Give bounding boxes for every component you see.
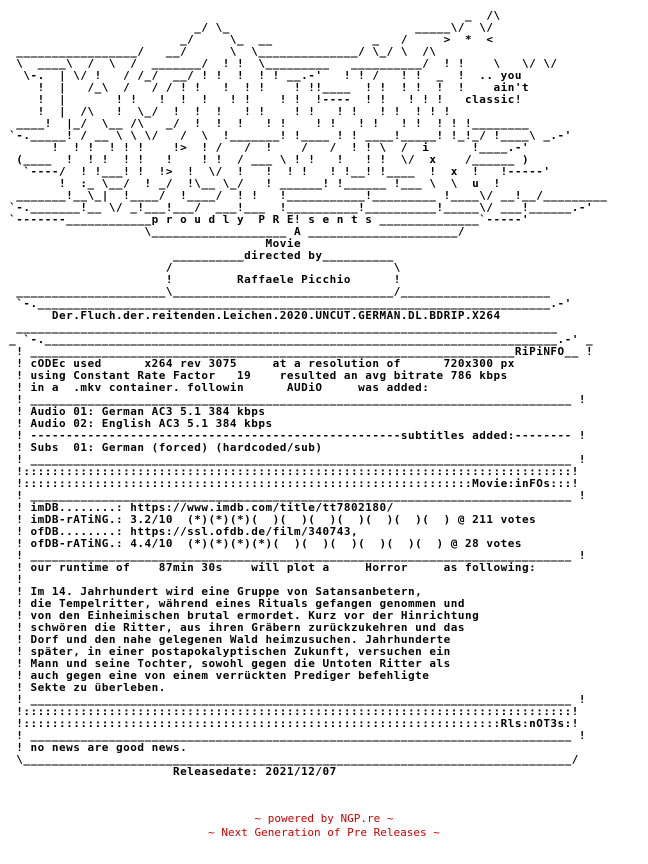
nfo-line: ! ofDB-rATiNG.: 4.4/10 (*)(*)(*)(*)( )( )( )( )( )( ) @ 28 votes [2, 538, 522, 550]
nfo-line: ! schwören die Ritter, aus ihren Gräbern zurückzukehren und das [2, 622, 465, 634]
nfo-line: _/ \_ _____\/ \/ [2, 22, 501, 34]
powered-by-prefix: ~ powered by [254, 812, 341, 825]
nfo-line: `-._____! / __ \ \ \/ / \ !_______! !____ ! ! ____!_____! !_!_/ !____\ _.-' [2, 130, 572, 142]
nfo-line: ! no news are good news. [2, 742, 188, 754]
nfo-line: ! ofDB........: https://ssl.ofdb.de/film/340743, [2, 526, 359, 538]
nfo-line: ! später, in einer postapokalyptischen Zukunft, versuchen ein [2, 646, 451, 658]
nfo-line: ! in a .mkv container. followin AUDiO was added: [2, 382, 430, 394]
nfo-line: ! using Constant Rate Factor 19 resulted an avg bitrate 786 kbps [2, 370, 508, 382]
nfo-line: __________directed by__________ [2, 250, 394, 262]
nfo-line: ! ____________________________________________________________________________ ! [2, 730, 587, 742]
nfo-line: _ /\ [2, 10, 508, 22]
nfo-line: ____________________________________________________________________________ [2, 322, 558, 334]
nfo-line: \_____________________________________________________________________________/ [2, 754, 579, 766]
nfo-line: ! [2, 574, 24, 586]
nfo-line: !:::::::::::::::::::::::::::::::::::::::::::::::::::::::::::::::::::Rls:nOT3s:! [2, 718, 579, 730]
nfo-line: ! ____________________________________________________________________________ ! [2, 694, 587, 706]
nfo-line: ! Audio 02: English AC3 5.1 384 kbps [2, 418, 273, 430]
nfo-line: ! imDB-rATiNG.: 3.2/10 (*)(*)(*)( )( )( )( )( )( )( ) @ 211 votes [2, 514, 537, 526]
nfo-line: _____________________\_______________________________/_____________________ [2, 286, 551, 298]
nfo-line: ! cODEc used x264 rev 3075 at a resolution of 720x300 px [2, 358, 515, 370]
nfo-line: ! ____________________________________________________________________________ ! [2, 490, 587, 502]
nfo-line: ! :_ \__/ ! _/ !\__ \_/ ! ______! !______ !___ \ \ u ! [2, 178, 515, 190]
nfo-line: `-.________________________________________________________________________.-' [2, 298, 572, 310]
nfo-line: Der.Fluch.der.reitenden.Leichen.2020.UNCUT.GERMAN.DL.BDRIP.X264 [2, 310, 501, 322]
nfo-line: ! | /_\ / / / ! ! ! ! ! ! !!____ ! ! ! ! ! ! ain't [2, 82, 530, 94]
nfo-line: `-._______!__ \/ _!___!___/ ___!___ !__________!__________!_____\/ ___!______.-' [2, 202, 594, 214]
tagline-footer: ~ Next Generation of Pre Releases ~ [208, 826, 440, 839]
nfo-line: ! ____________________________________________________________________RiPiNFO__ ! [2, 346, 594, 358]
nfo-line: ! ____________________________________________________________________________ ! [2, 394, 587, 406]
nfo-line: _ `-.________________________________________________________________________.-' _ [2, 334, 594, 346]
nfo-line: ! | ! ! ! ! ! ! ! ! ! !---- ! ! ! ! ! classic! [2, 94, 522, 106]
nfo-line: !:::::::::::::::::::::::::::::::::::::::::::::::::::::::::::::::Movie:inFOs:::! [2, 478, 579, 490]
nfo-line: ! ____________________________________________________________________________ ! [2, 454, 587, 466]
nfo-line: ! Subs 01: German (forced) (hardcoded/sub) [2, 442, 323, 454]
nfo-line: `----/ ! !___! ! !> ! \/ ! ! ! ! ! !__! !____ ! x ! !-----' [2, 166, 551, 178]
nfo-line: Releasedate: 2021/12/07 [2, 766, 337, 778]
nfo-line: (____ ! ! ! ! ! ! ! ! / ___ \ ! ! ! ! ! \/ x /______ ) [2, 154, 530, 166]
nfo-line: !:::::::::::::::::::::::::::::::::::::::::::::::::::::::::::::::::::::::::::::! [2, 466, 579, 478]
nfo-line: ! ____________________________________________________________________________ ! [2, 550, 587, 562]
nfo-line: ! Im 14. Jahrhundert wird eine Gruppe von Satansanbetern, [2, 586, 423, 598]
nfo-line: \___________________ A _____________________/ [2, 226, 465, 238]
nfo-line: `-------____________p r o u d l y P R E! s e n t s ______________`-----' [2, 214, 530, 226]
nfo-line: ! von den Einheimischen brutal ermordet. Kurz vor der Hinrichtung [2, 610, 480, 622]
nfo-line: ! die Tempelritter, während eines Rituals gefangen genommen und [2, 598, 465, 610]
nfo-line: ____! |_/ \__ /\ _/ ! ! ! ! ! ! ! ! ! ! ! ! ! !________ [2, 118, 530, 130]
nfo-line: ! | /\ ! \_/ ! ! ! ! ! ! ! ! ! ! ! ! ! ! [2, 106, 458, 118]
nfo-line: Movie [2, 238, 302, 250]
nfo-line: \-. | \/ ! / /_/ __/ ! ! ! ! ! __.-' ! ! / ! ! _ ! .. you [2, 70, 522, 82]
nfo-line: ! auch gegen eine von einem verrückten Prediger befehligte [2, 670, 430, 682]
powered-by-suffix: ~ [380, 812, 394, 825]
nfo-line: ! our runtime of 87min 30s will plot a Horror as following: [2, 562, 537, 574]
nfo-line: ! Sekte zu überleben. [2, 682, 166, 694]
nfo-line: _______!__\_| !____/ !____/ ! ! !___________!_________ !____\/ __!__/_________ [2, 190, 608, 202]
ngp-link[interactable]: NGP.re [340, 812, 381, 825]
nfo-line: ! Dorf und den nahe gelegenen Wald heimzusuchen. Jahrhunderte [2, 634, 451, 646]
nfo-line: ! ! ! ! ! ! !> ! / / ! / / ! ! \ / i !____.-' [2, 142, 530, 154]
powered-by-footer [0, 812, 648, 826]
nfo-line: _________________/ __/ \ \______________/ \_/ \ /\ [2, 46, 451, 58]
nfo-line: ! Mann und seine Tochter, sowohl gegen die Untoten Ritter als [2, 658, 451, 670]
nfo-line: / \ [2, 262, 401, 274]
nfo-line: ! imDB........: https://www.imdb.com/title/tt7802180/ [2, 502, 394, 514]
nfo-line: \ ____\ / \ / _______/ ! ! \_________ __________/ ! ! \ \/ \/ [2, 58, 565, 70]
nfo-text-block [2, 10, 646, 778]
nfo-line: ! Audio 01: German AC3 5.1 384 kbps [2, 406, 266, 418]
nfo-line: !:::::::::::::::::::::::::::::::::::::::::::::::::::::::::::::::::::::::::::::! [2, 706, 579, 718]
nfo-line: _/ \_ __ _ / > * < [2, 34, 501, 46]
nfo-line: ! ----------------------------------------------------subtitles added:-------- ! [2, 430, 587, 442]
nfo-line: ! Raffaele Picchio ! [2, 274, 401, 286]
